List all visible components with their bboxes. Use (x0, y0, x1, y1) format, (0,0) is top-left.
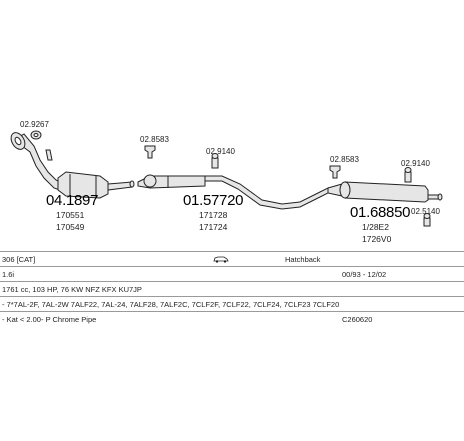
model-cell: 306 [CAT] (2, 255, 36, 264)
hanger-label: 02.9140 (206, 147, 235, 156)
code-cell: C260620 (342, 315, 373, 324)
table-row (0, 296, 464, 312)
table-row (0, 281, 464, 297)
table-row (0, 311, 464, 327)
part-number: 01.68850 (350, 204, 411, 221)
rear-silencer (328, 182, 442, 202)
part-ref: 1/28E2 (362, 222, 389, 232)
note-cell: - Kat < 2.00- P Chrome Pipe (2, 315, 97, 324)
hanger-icon (212, 158, 218, 168)
engine-cell: 1.6i (2, 270, 15, 279)
part-number: 01.57720 (183, 192, 244, 209)
date-cell: 00/93 - 12/02 (342, 270, 387, 279)
body-cell: Hatchback (285, 255, 321, 264)
clamp-label: 02.8583 (330, 155, 359, 164)
hanger-label: 02.5140 (411, 207, 440, 216)
bolt-icon (46, 150, 52, 160)
hanger-label: 02.9140 (401, 159, 430, 168)
clamp-label: 02.8583 (140, 135, 169, 144)
part-ref: 170549 (56, 222, 85, 232)
table-row (0, 251, 464, 267)
clamp-icon (145, 146, 155, 158)
part-ref: 170551 (56, 210, 85, 220)
clamp-label: 02.9267 (20, 120, 49, 129)
clamp-icon (330, 166, 340, 178)
spec-cell: 1761 cc, 103 HP, 76 KW NFZ KFX KU7JP (2, 285, 142, 294)
car-icon (213, 255, 229, 263)
codes-cell: - 7*7AL-2F, 7AL-2W 7ALF22, 7AL-24, 7ALF28, 7ALF2C, 7CLF2F, 7CLF22, 7CLF24, 7CLF23 7CLF20 (2, 300, 340, 309)
hanger-icon (424, 218, 430, 226)
part-ref: 171724 (199, 222, 228, 232)
part-ref: 1726V0 (362, 234, 392, 244)
hanger-icon (405, 172, 411, 182)
part-ref: 171728 (199, 210, 228, 220)
table-row (0, 266, 464, 282)
part-number: 04.1897 (46, 192, 99, 209)
